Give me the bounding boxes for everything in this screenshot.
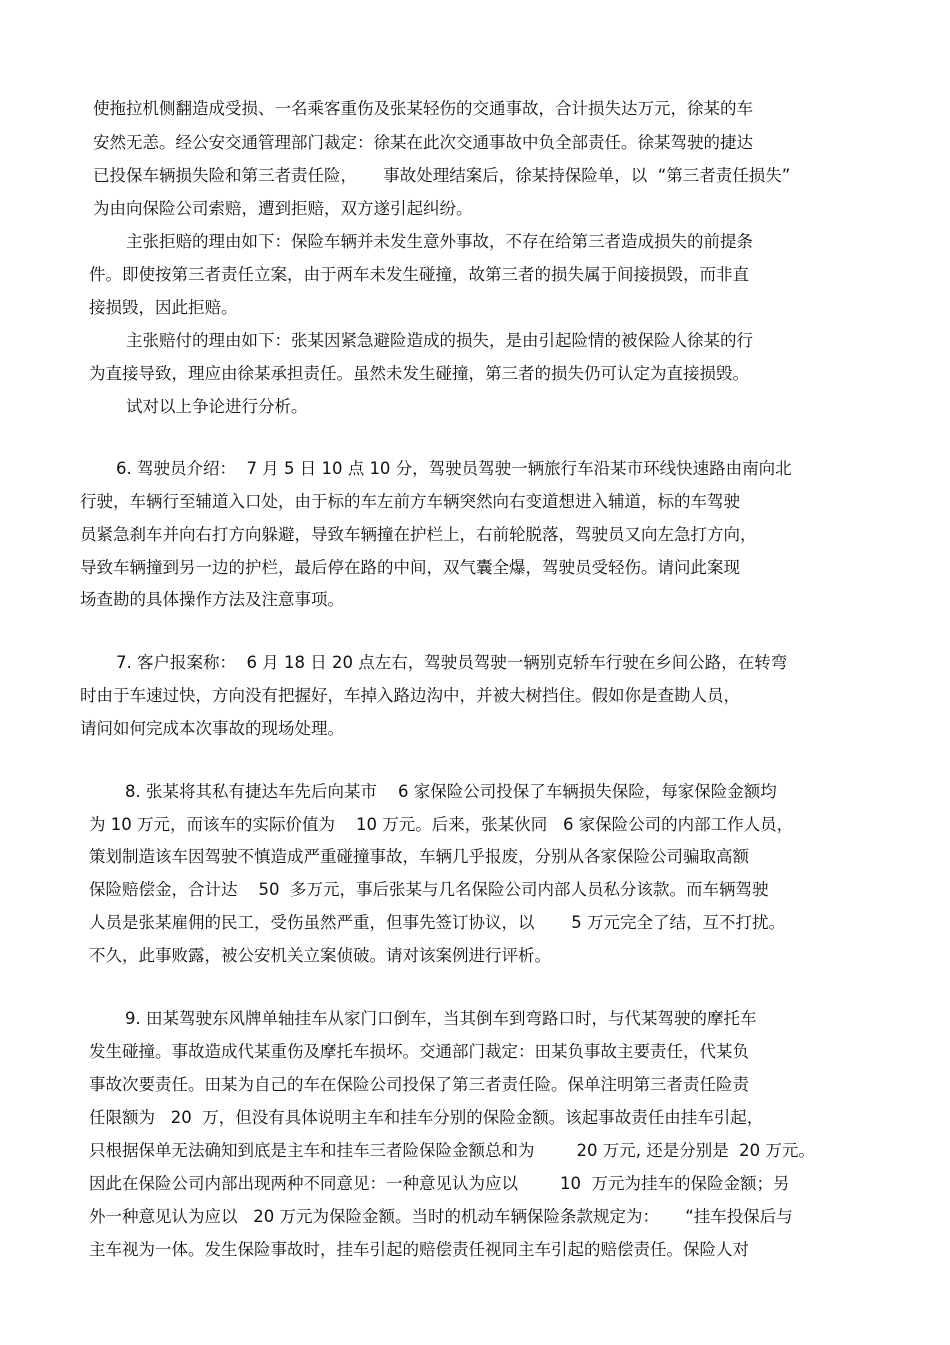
text-line: 为由向保险公司索赔，遭到拒赔，双方遂引起纠纷。 — [93, 199, 473, 218]
text-line: 主车视为一体。发生保险事故时，挂车引起的赔偿责任视同主车引起的赔偿责任。保险人对 — [89, 1240, 749, 1259]
text-line: 试对以上争论进行分析。 — [126, 397, 308, 416]
text-line: 已投保车辆损失险和第三者责任险， 事故处理结案后，徐某持保险单，以 “第三者责任损失” — [93, 166, 791, 185]
text-line: 策划制造该车因驾驶不慎造成严重碰撞事故，车辆几乎报废，分别从各家保险公司骗取高额 — [89, 847, 749, 866]
text-line: 为直接导致，理应由徐某承担责任。虽然未发生碰撞，第三者的损失仍可认定为直接损毁。 — [89, 364, 749, 383]
text-line: 件。即使按第三者责任立案，由于两车未发生碰撞，故第三者的损失属于间接损毁，而非直 — [89, 265, 749, 284]
text-line: 行驶，车辆行至辅道入口处，由于标的车左前方车辆突然向右变道想进入辅道，标的车驾驶 — [80, 492, 740, 511]
text-line: 为 10 万元，而该车的实际价值为 10 万元。后来，张某伙同 6 家保险公司的内部工作人员， — [89, 815, 794, 834]
text-line: 安然无恙。经公安交通管理部门裁定：徐某在此次交通事故中负全部责任。徐某驾驶的捷达 — [93, 133, 753, 152]
text-line: 人员是张某雇佣的民工，受伤虽然严重，但事先签订协议，以 5 万元完全了结，互不打扰。 — [89, 913, 785, 932]
text-line: 事故次要责任。田某为自己的车在保险公司投保了第三者责任险。保单注明第三者责任险责 — [89, 1075, 749, 1094]
text-line: 任限额为 20 万，但没有具体说明主车和挂车分别的保险金额。该起事故责任由挂车引起， — [89, 1108, 764, 1127]
text-line: 主张赔付的理由如下：张某因紧急避险造成的损失，是由引起险情的被保险人徐某的行 — [126, 331, 753, 350]
text-line: 9. 田某驾驶东风牌单轴挂车从家门口倒车，当其倒车到弯路口时，与代某驾驶的摩托车 — [125, 1009, 757, 1028]
text-line: 发生碰撞。事故造成代某重伤及摩托车损坏。交通部门裁定：田某负事故主要责任，代某负 — [89, 1042, 749, 1061]
text-line: 6. 驾驶员介绍： 7 月 5 日 10 点 10 分，驾驶员驾驶一辆旅行车沿某市环线快速路由南向北 — [116, 459, 792, 478]
text-line: 因此在保险公司内部出现两种不同意见：一种意见认为应以 10 万元为挂车的保险金额；另 — [89, 1174, 790, 1193]
text-line: 导致车辆撞到另一边的护栏，最后停在路的中间，双气囊全爆，驾驶员受轻伤。请问此案现 — [80, 558, 740, 577]
text-line: 场查勘的具体操作方法及注意事项。 — [80, 590, 344, 609]
text-line: 请问如何完成本次事故的现场处理。 — [80, 719, 344, 738]
text-line: 不久，此事败露，被公安机关立案侦破。请对该案例进行评析。 — [89, 946, 551, 965]
text-line: 只根据保单无法确知到底是主车和挂车三者险保险金额总和为 20 万元, 还是分别是 20 万元。 — [89, 1141, 815, 1160]
text-line: 7. 客户报案称： 6 月 18 日 20 点左右，驾驶员驾驶一辆别克轿车行驶在乡间公路，在转弯 — [116, 653, 788, 672]
text-line: 时由于车速过快，方向没有把握好，车掉入路边沟中，并被大树挡住。假如你是查勘人员， — [80, 686, 740, 705]
text-line: 8. 张某将其私有捷达车先后向某市 6 家保险公司投保了车辆损失保险，每家保险金额均 — [125, 782, 777, 801]
text-line: 员紧急刹车并向右打方向躲避，导致车辆撞在护栏上，右前轮脱落，驾驶员又向左急打方向， — [80, 525, 757, 544]
text-line: 使拖拉机侧翻造成受损、一名乘客重伤及张某轻伤的交通事故，合计损失达万元，徐某的车 — [93, 99, 753, 118]
text-line: 外一种意见认为应以 20 万元为保险金额。当时的机动车辆保险条款规定为： “挂车投保后与 — [89, 1207, 793, 1226]
text-line: 主张拒赔的理由如下：保险车辆并未发生意外事故，不存在给第三者造成损失的前提条 — [126, 232, 753, 251]
text-line: 保险赔偿金，合计达 50 多万元，事后张某与几名保险公司内部人员私分该款。而车辆驾驶 — [89, 880, 769, 899]
text-line: 接损毁，因此拒赔。 — [89, 298, 238, 317]
